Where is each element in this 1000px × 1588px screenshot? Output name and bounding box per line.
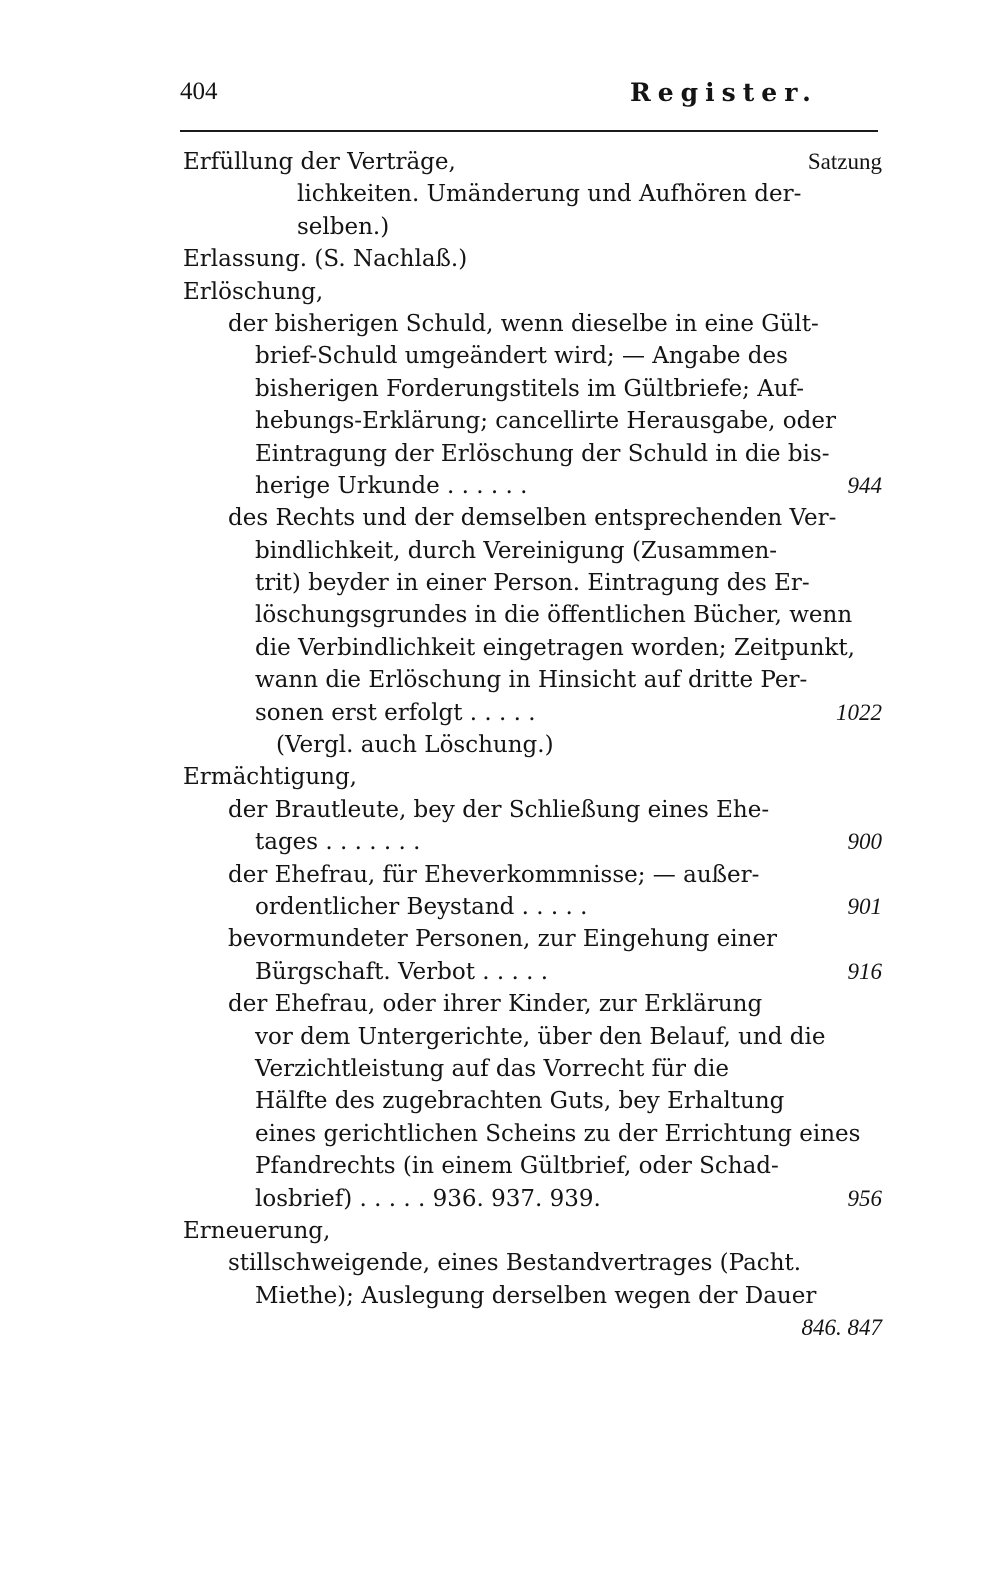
register-line: [0, 1312, 1000, 1344]
register-line-text: tages . . . . . . .: [255, 829, 421, 856]
register-line-text: die Verbindlichkeit eingetragen worden; Zeitpunkt,: [255, 634, 855, 661]
register-line-text: Ermächtigung,: [183, 764, 357, 791]
register-line: [0, 988, 1000, 1020]
register-line-text: bevormundeter Personen, zur Eingehung einer: [228, 926, 778, 953]
register-line: [0, 632, 1000, 664]
register-line: [0, 956, 1000, 988]
page-title: Register.: [630, 78, 818, 107]
register-line-text: (Vergl. auch Löschung.): [276, 732, 554, 759]
register-line-text: des Rechts und der demselben entsprechenden Ver-: [228, 505, 837, 532]
register-line: [0, 1280, 1000, 1312]
register-line-text: der Ehefrau, für Eheverkommnisse; — außer-: [228, 861, 760, 888]
page-header: [180, 78, 880, 124]
register-line-text: brief-Schuld umgeändert wird; — Angabe des: [255, 343, 788, 370]
register-line-text: Pfandrechts (in einem Gültbrief, oder Schad-: [255, 1153, 779, 1180]
register-line-text: Miethe); Auslegung derselben wegen der Dauer: [255, 1282, 817, 1309]
register-line: [0, 1085, 1000, 1117]
register-line-text: lichkeiten. Umänderung und Aufhören der-: [297, 181, 802, 208]
register-line: [0, 405, 1000, 437]
register-line-text: herige Urkunde . . . . . .: [255, 472, 528, 499]
register-line: [0, 1247, 1000, 1279]
register-line-text: trit) beyder in einer Person. Eintragung des Er-: [255, 570, 810, 597]
register-line: [0, 243, 1000, 275]
register-line-text: selben.): [297, 213, 390, 240]
register-line-text: vor dem Untergerichte, über den Belauf, und die: [255, 1023, 826, 1050]
register-line-text: der bisherigen Schuld, wenn dieselbe in eine Gült-: [228, 310, 819, 337]
register-line: [0, 438, 1000, 470]
register-line: [0, 761, 1000, 793]
register-line: [0, 664, 1000, 696]
register-line: [0, 599, 1000, 631]
register-line: [0, 308, 1000, 340]
register-line: [0, 794, 1000, 826]
register-line-text: Erlöschung,: [183, 278, 324, 305]
register-line-text: sonen erst erfolgt . . . . .: [255, 699, 536, 726]
register-line: [0, 1021, 1000, 1053]
header-rule: [180, 130, 878, 132]
page-reference: Satzung: [807, 149, 882, 174]
register-line-text: Hälfte des zugebrachten Guts, bey Erhaltung: [255, 1088, 785, 1115]
register-line: [0, 1053, 1000, 1085]
register-line: [0, 211, 1000, 243]
page-reference: 1022: [836, 699, 882, 725]
page-reference: 846. 847: [801, 1315, 882, 1341]
register-line: [0, 535, 1000, 567]
register-line: [0, 340, 1000, 372]
register-line: [0, 178, 1000, 210]
page-reference: 944: [847, 472, 882, 498]
register-line-text: der Ehefrau, oder ihrer Kinder, zur Erklärung: [228, 991, 763, 1018]
register-line: [0, 373, 1000, 405]
register-line-text: der Brautleute, bey der Schließung eines Ehe-: [228, 796, 770, 823]
page-reference: 916: [847, 958, 882, 984]
register-line: [0, 1183, 1000, 1215]
register-line-text: ordentlicher Beystand . . . . .: [255, 893, 588, 920]
register-line-text: losbrief) . . . . . 936. 937. 939.: [255, 1185, 601, 1212]
register-line-text: bindlichkeit, durch Vereinigung (Zusammen-: [255, 537, 778, 564]
register-entries: [0, 146, 1000, 1344]
register-line-text: löschungsgrundes in die öffentlichen Bücher, wenn: [255, 602, 853, 629]
register-line-text: Eintragung der Erlöschung der Schuld in die bis-: [255, 440, 830, 467]
register-line-text: Bürgschaft. Verbot . . . . .: [255, 958, 549, 985]
register-line: [0, 1118, 1000, 1150]
register-line: [0, 729, 1000, 761]
page-number: 404: [180, 78, 218, 105]
register-line: [0, 276, 1000, 308]
register-line-text: eines gerichtlichen Scheins zu der Errichtung eines: [255, 1120, 861, 1147]
register-line: [0, 697, 1000, 729]
page-reference: 901: [847, 893, 882, 919]
register-line-text: Erfüllung der Verträge,: [183, 149, 456, 175]
register-line-text: stillschweigende, eines Bestandvertrages (Pacht.: [228, 1250, 802, 1277]
register-line: [0, 502, 1000, 534]
register-line-text: Erneuerung,: [183, 1217, 331, 1244]
page-reference: 956: [847, 1185, 882, 1211]
register-line: [0, 891, 1000, 923]
register-line-text: bisherigen Forderungstitels im Gültbriefe; Auf-: [255, 375, 805, 402]
register-line: [0, 1215, 1000, 1247]
register-line: [0, 567, 1000, 599]
register-line-text: wann die Erlöschung in Hinsicht auf dritte Per-: [255, 667, 808, 694]
register-line: [0, 470, 1000, 502]
page-reference: 900: [847, 829, 882, 855]
register-line-text: Erlassung. (S. Nachlaß.): [183, 246, 468, 273]
register-line-text: Verzichtleistung auf das Vorrecht für die: [255, 1055, 729, 1082]
register-line: [0, 146, 1000, 178]
register-line: [0, 826, 1000, 858]
register-line-text: hebungs-Erklärung; cancellirte Herausgabe, oder: [255, 408, 836, 435]
register-line: [0, 923, 1000, 955]
register-line: [0, 1150, 1000, 1182]
register-line: [0, 859, 1000, 891]
